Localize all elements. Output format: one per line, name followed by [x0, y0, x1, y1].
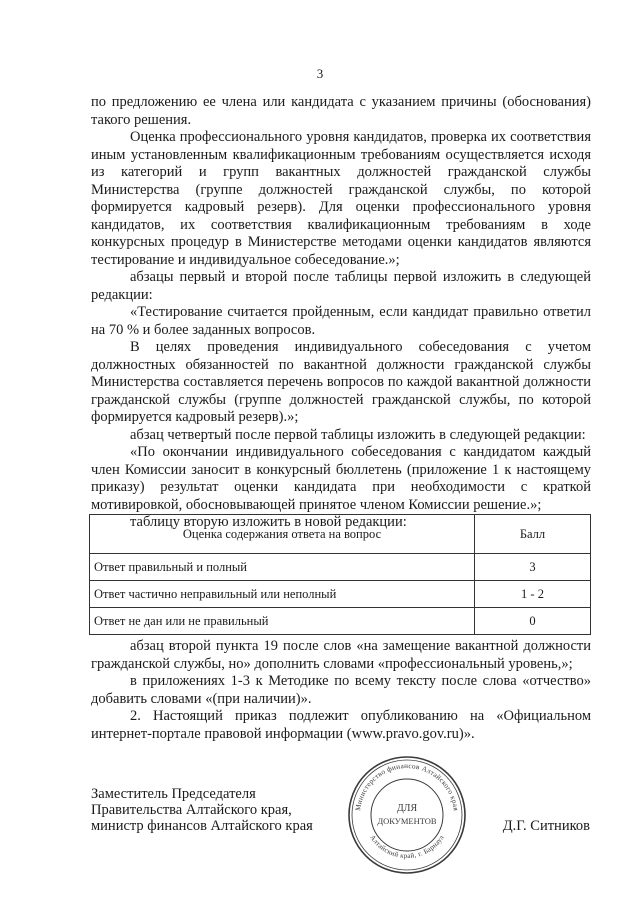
table-row — [90, 554, 591, 581]
signatory-position — [91, 786, 313, 834]
table-row — [90, 581, 591, 608]
stamp-center-text: ДЛЯ — [396, 803, 418, 814]
signatory-position-line: Правительства Алтайского края, — [91, 802, 292, 818]
paragraph: таблицу вторую изложить в новой редакции: — [130, 514, 407, 530]
paragraph: В целях проведения индивидуального собеседования с учетом должностных обязанностей по вакантной должности гражданской службы Министерства составляется перечень вопросов по каждой вакантной должности гражданской службы (группе должностей гражданской службы, по которой формируется кадровый резерв).»; — [91, 339, 591, 425]
stamp-center-text: ДОКУМЕНТОВ — [377, 816, 437, 826]
table-header-cell: Оценка содержания ответа на вопрос — [90, 515, 475, 554]
signatory-name: Д.Г. Ситников — [502, 818, 590, 834]
signatory-position-line: министр финансов Алтайского края — [91, 818, 313, 834]
paragraph: «По окончании индивидуального собеседования с кандидатом каждый член Комиссии заносит в конкурсный бюллетень (приложение 1 к настоящему приказу) результат оценки кандидата при необходимости с краткой мотивировкой, обосновывающей принятое членом Комиссии решение.»; — [91, 444, 591, 513]
svg-text:Алтайский край, г. Барнаул — [368, 833, 446, 860]
stamp-ring-text-bottom: Алтайский край, г. Барнаул — [368, 833, 446, 861]
page-number: 3 — [316, 66, 324, 81]
table-cell: 3 — [475, 554, 591, 581]
table-cell: Ответ не дан или не правильный — [90, 608, 475, 635]
paragraph: «Тестирование считается пройденным, если кандидат правильно ответил на 70 % и более заданных вопросов. — [91, 304, 591, 338]
paragraph: Оценка профессионального уровня кандидатов, проверка их соответствия иным установленным квалификационным требованиям осуществляется исходя из категорий и групп вакантных должностей гражданской службы Министерства (группе должностей гражданской службы, по которой формируется кадровый резерв). Для оценки профессионального уровня кандидатов, их соответствия квалификационным требованиям в ходе конкурсных процедур в Министерстве методами оценки кандидатов являются тестирование и индивидуальное собеседование.»; — [91, 129, 591, 268]
table-cell: Ответ частично неправильный или неполный — [90, 581, 475, 608]
table-cell: 0 — [475, 608, 591, 635]
body-text-bottom — [91, 638, 591, 743]
paragraph: абзацы первый и второй после таблицы первой изложить в следующей редакции: — [91, 269, 591, 303]
paragraph: абзац четвертый после первой таблицы изложить в следующей редакции: — [130, 426, 586, 443]
signatory-position-line: Заместитель Председателя — [91, 786, 256, 802]
stamp-ring-text-top: Министерство финансов Алтайского края — [354, 761, 460, 812]
score-table — [89, 514, 591, 635]
table-row — [90, 608, 591, 635]
official-stamp-icon — [346, 754, 468, 876]
table-header-cell: Балл — [475, 515, 591, 554]
paragraph: абзац второй пункта 19 после слов «на замещение вакантной должности гражданской службы, но» дополнить словами «профессиональный уровень,»; — [91, 638, 591, 672]
table-cell: Ответ правильный и полный — [90, 554, 475, 581]
paragraph: 2. Настоящий приказ подлежит опубликованию на «Официальном интернет-портале правовой информации (www.pravo.gov.ru)». — [91, 708, 591, 742]
table-cell: 1 - 2 — [475, 581, 591, 608]
paragraph: по предложению ее члена или кандидата с указанием причины (обоснования) такого решения. — [91, 94, 591, 128]
table-header-row — [90, 515, 591, 554]
paragraph: в приложениях 1-3 к Методике по всему тексту после слова «отчество» добавить словами «(при наличии)». — [91, 673, 591, 707]
body-text-top — [91, 94, 591, 532]
